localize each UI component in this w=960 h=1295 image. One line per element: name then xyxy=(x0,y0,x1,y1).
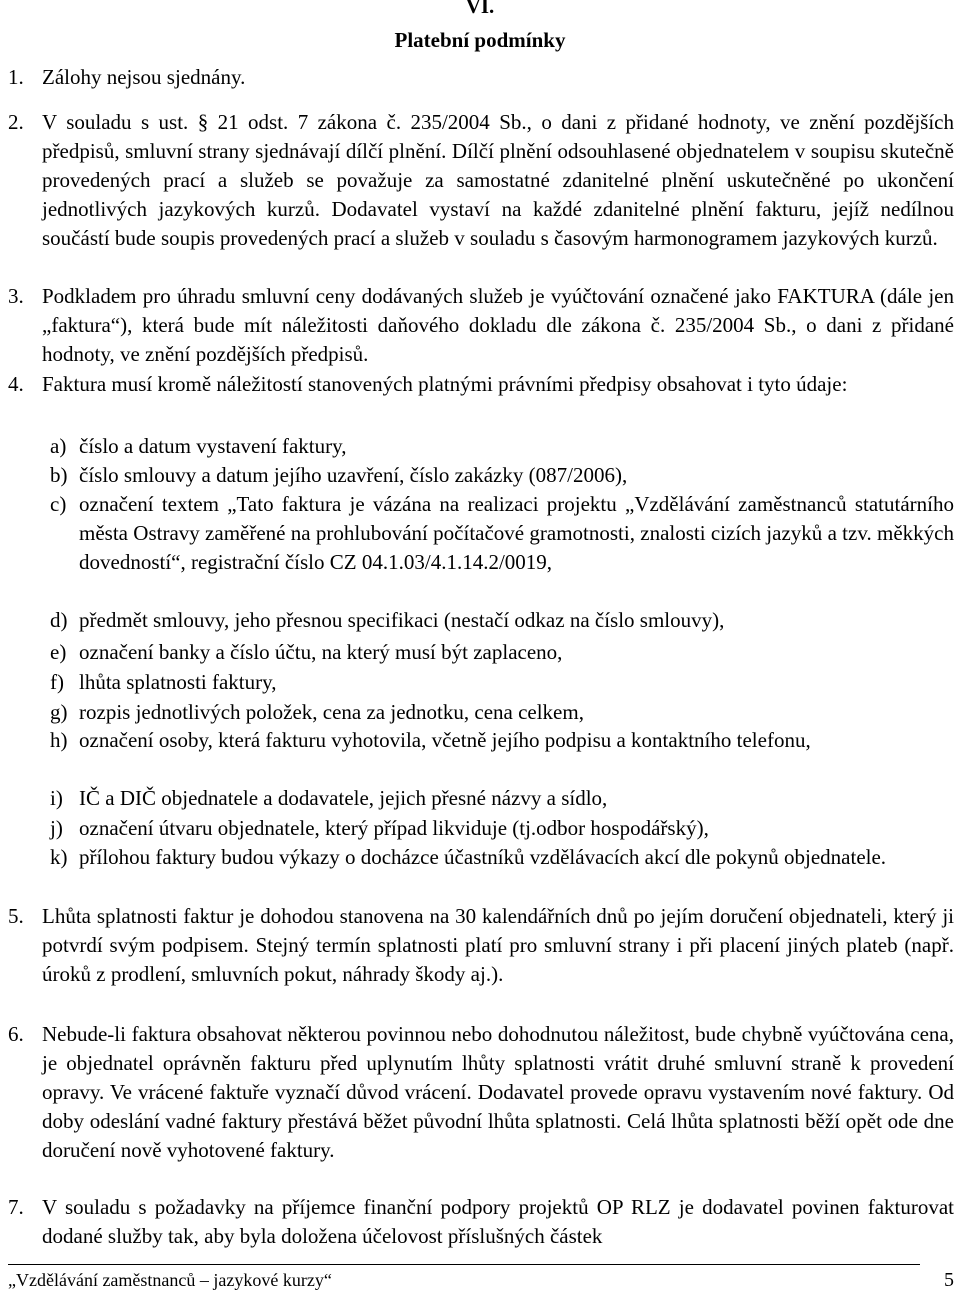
clause-text: Lhůta splatnosti faktur je dohodou stanovena na 30 kalendářních dnů po jejím doručení objednateli, který ji potvrdí svým podpisem. Stejný termín splatnosti platí pro smluvní strany i při placení jiných plateb (např. úroků z prodlení, smluvních pokut, náhrady škody aj.). xyxy=(42,904,954,986)
footer-title: „Vzdělávání zaměstnanců – jazykové kurzy“ xyxy=(8,1270,332,1290)
subclause-c xyxy=(0,490,960,577)
subclause-letter: e) xyxy=(50,640,67,664)
subclause-b xyxy=(0,461,960,490)
subclause-letter: k) xyxy=(50,845,68,869)
clause-5 xyxy=(0,902,960,989)
subclause-letter: c) xyxy=(50,492,67,516)
clause-number: 1. xyxy=(8,65,24,89)
subclause-letter: g) xyxy=(50,700,68,724)
clause-number: 4. xyxy=(8,372,24,396)
section-title: Platební podmínky xyxy=(394,28,566,52)
subclause-text: předmět smlouvy, jeho přesnou specifikaci (nestačí odkaz na číslo smlouvy), xyxy=(79,608,725,632)
subclause-text: číslo smlouvy a datum jejího uzavření, číslo zakázky (087/2006), xyxy=(79,463,628,487)
subclause-text: přílohou faktury budou výkazy o docházce účastníků vzdělávacích akcí dle pokynů objednatele. xyxy=(79,845,887,869)
footer-divider xyxy=(8,1264,920,1265)
subclause-h xyxy=(0,726,960,755)
clause-text: V souladu s ust. § 21 odst. 7 zákona č. 235/2004 Sb., o dani z přidané hodnoty, ve znění pozdějších předpisů, smluvní strany sjednávají dílčí plnění. Dílčí plnění odsouhlasené objednatelem v soupisu skutečně provedených prací a služeb se považuje za samostatné zdanitelné plnění uskutečněné po ukončení jednotlivých jazykových kurzů. Dodavatel vystaví na každé zdanitelné plnění fakturu, jejíž nedílnou součástí bude soupis provedených prací a služeb v souladu s časovým harmonogramem jazykových kurzů. xyxy=(42,110,954,250)
clause-number: 2. xyxy=(8,110,24,134)
subclause-letter: i) xyxy=(50,786,63,810)
clause-number: 7. xyxy=(8,1195,24,1219)
subclause-j xyxy=(0,814,960,843)
subclause-i xyxy=(0,784,960,813)
subclause-a xyxy=(0,432,960,461)
clause-7 xyxy=(0,1193,960,1251)
subclause-e xyxy=(0,638,960,667)
subclause-text: označení textem „Tato faktura je vázána na realizaci projektu „Vzdělávání zaměstnanců statutárního města Ostravy zaměřené na prohlubování počítačové gramotnosti, znalosti cizích jazyků a tzv. měkkých dovedností“, registrační číslo CZ 04.1.03/4.1.14.2/0019, xyxy=(79,492,954,574)
subclause-text: označení banky a číslo účtu, na který musí být zaplaceno, xyxy=(79,640,563,664)
clause-text: Zálohy nejsou sjednány. xyxy=(42,65,246,89)
clause-4 xyxy=(0,370,960,399)
subclause-letter: j) xyxy=(50,816,63,840)
clause-6 xyxy=(0,1020,960,1165)
clause-number: 5. xyxy=(8,904,24,928)
subclause-f xyxy=(0,668,960,697)
page-number: 5 xyxy=(944,1269,954,1291)
clause-1 xyxy=(0,63,960,92)
subclause-text: označení útvaru objednatele, který případ likviduje (tj.odbor hospodářský), xyxy=(79,816,709,840)
clause-number: 3. xyxy=(8,284,24,308)
subclause-letter: d) xyxy=(50,608,68,632)
subclause-letter: b) xyxy=(50,463,68,487)
subclause-letter: a) xyxy=(50,434,67,458)
subclause-k xyxy=(0,843,960,872)
subclause-text: IČ a DIČ objednatele a dodavatele, jejich přesné názvy a sídlo, xyxy=(79,786,608,810)
subclause-text: označení osoby, která fakturu vyhotovila, včetně jejího podpisu a kontaktního telefonu, xyxy=(79,728,811,752)
clause-2 xyxy=(0,108,960,253)
clause-text: Nebude-li faktura obsahovat některou povinnou nebo dohodnutou náležitost, bude chybně vyúčtována cena, je objednatel oprávněn fakturu před uplynutím lhůty splatnosti vrátit druhé smluvní straně k provedení opravy. Ve vrácené faktuře vyznačí důvod vrácení. Dodavatel provede opravu vystavením nové faktury. Od doby odeslání vadné faktury přestává běžet původní lhůta splatnosti. Celá lhůta splatnosti běží opět ode dne doručení nově vyhotovené faktury. xyxy=(42,1022,954,1162)
subclause-text: rozpis jednotlivých položek, cena za jednotku, cena celkem, xyxy=(79,700,584,724)
subclause-text: lhůta splatnosti faktury, xyxy=(79,670,277,694)
clause-3 xyxy=(0,282,960,369)
subclause-d xyxy=(0,606,960,635)
subclause-text: číslo a datum vystavení faktury, xyxy=(79,434,347,458)
subclause-g xyxy=(0,698,960,727)
clause-text: Podkladem pro úhradu smluvní ceny dodávaných služeb je vyúčtování označené jako FAKTURA (dále jen „faktura“), která bude mít náležitosti daňového dokladu dle zákona č. 235/2004 Sb., o dani z přidané hodnoty, ve znění pozdějších předpisů. xyxy=(42,284,954,366)
subclause-letter: f) xyxy=(50,670,64,694)
section-number: VI. xyxy=(465,0,495,18)
clause-number: 6. xyxy=(8,1022,24,1046)
clause-text: V souladu s požadavky na příjemce finanční podpory projektů OP RLZ je dodavatel povinen fakturovat dodané služby tak, aby byla doložena účelovost příslušných částek xyxy=(42,1195,954,1248)
subclause-letter: h) xyxy=(50,728,68,752)
clause-text: Faktura musí kromě náležitostí stanovených platnými právními předpisy obsahovat i tyto údaje: xyxy=(42,372,848,396)
